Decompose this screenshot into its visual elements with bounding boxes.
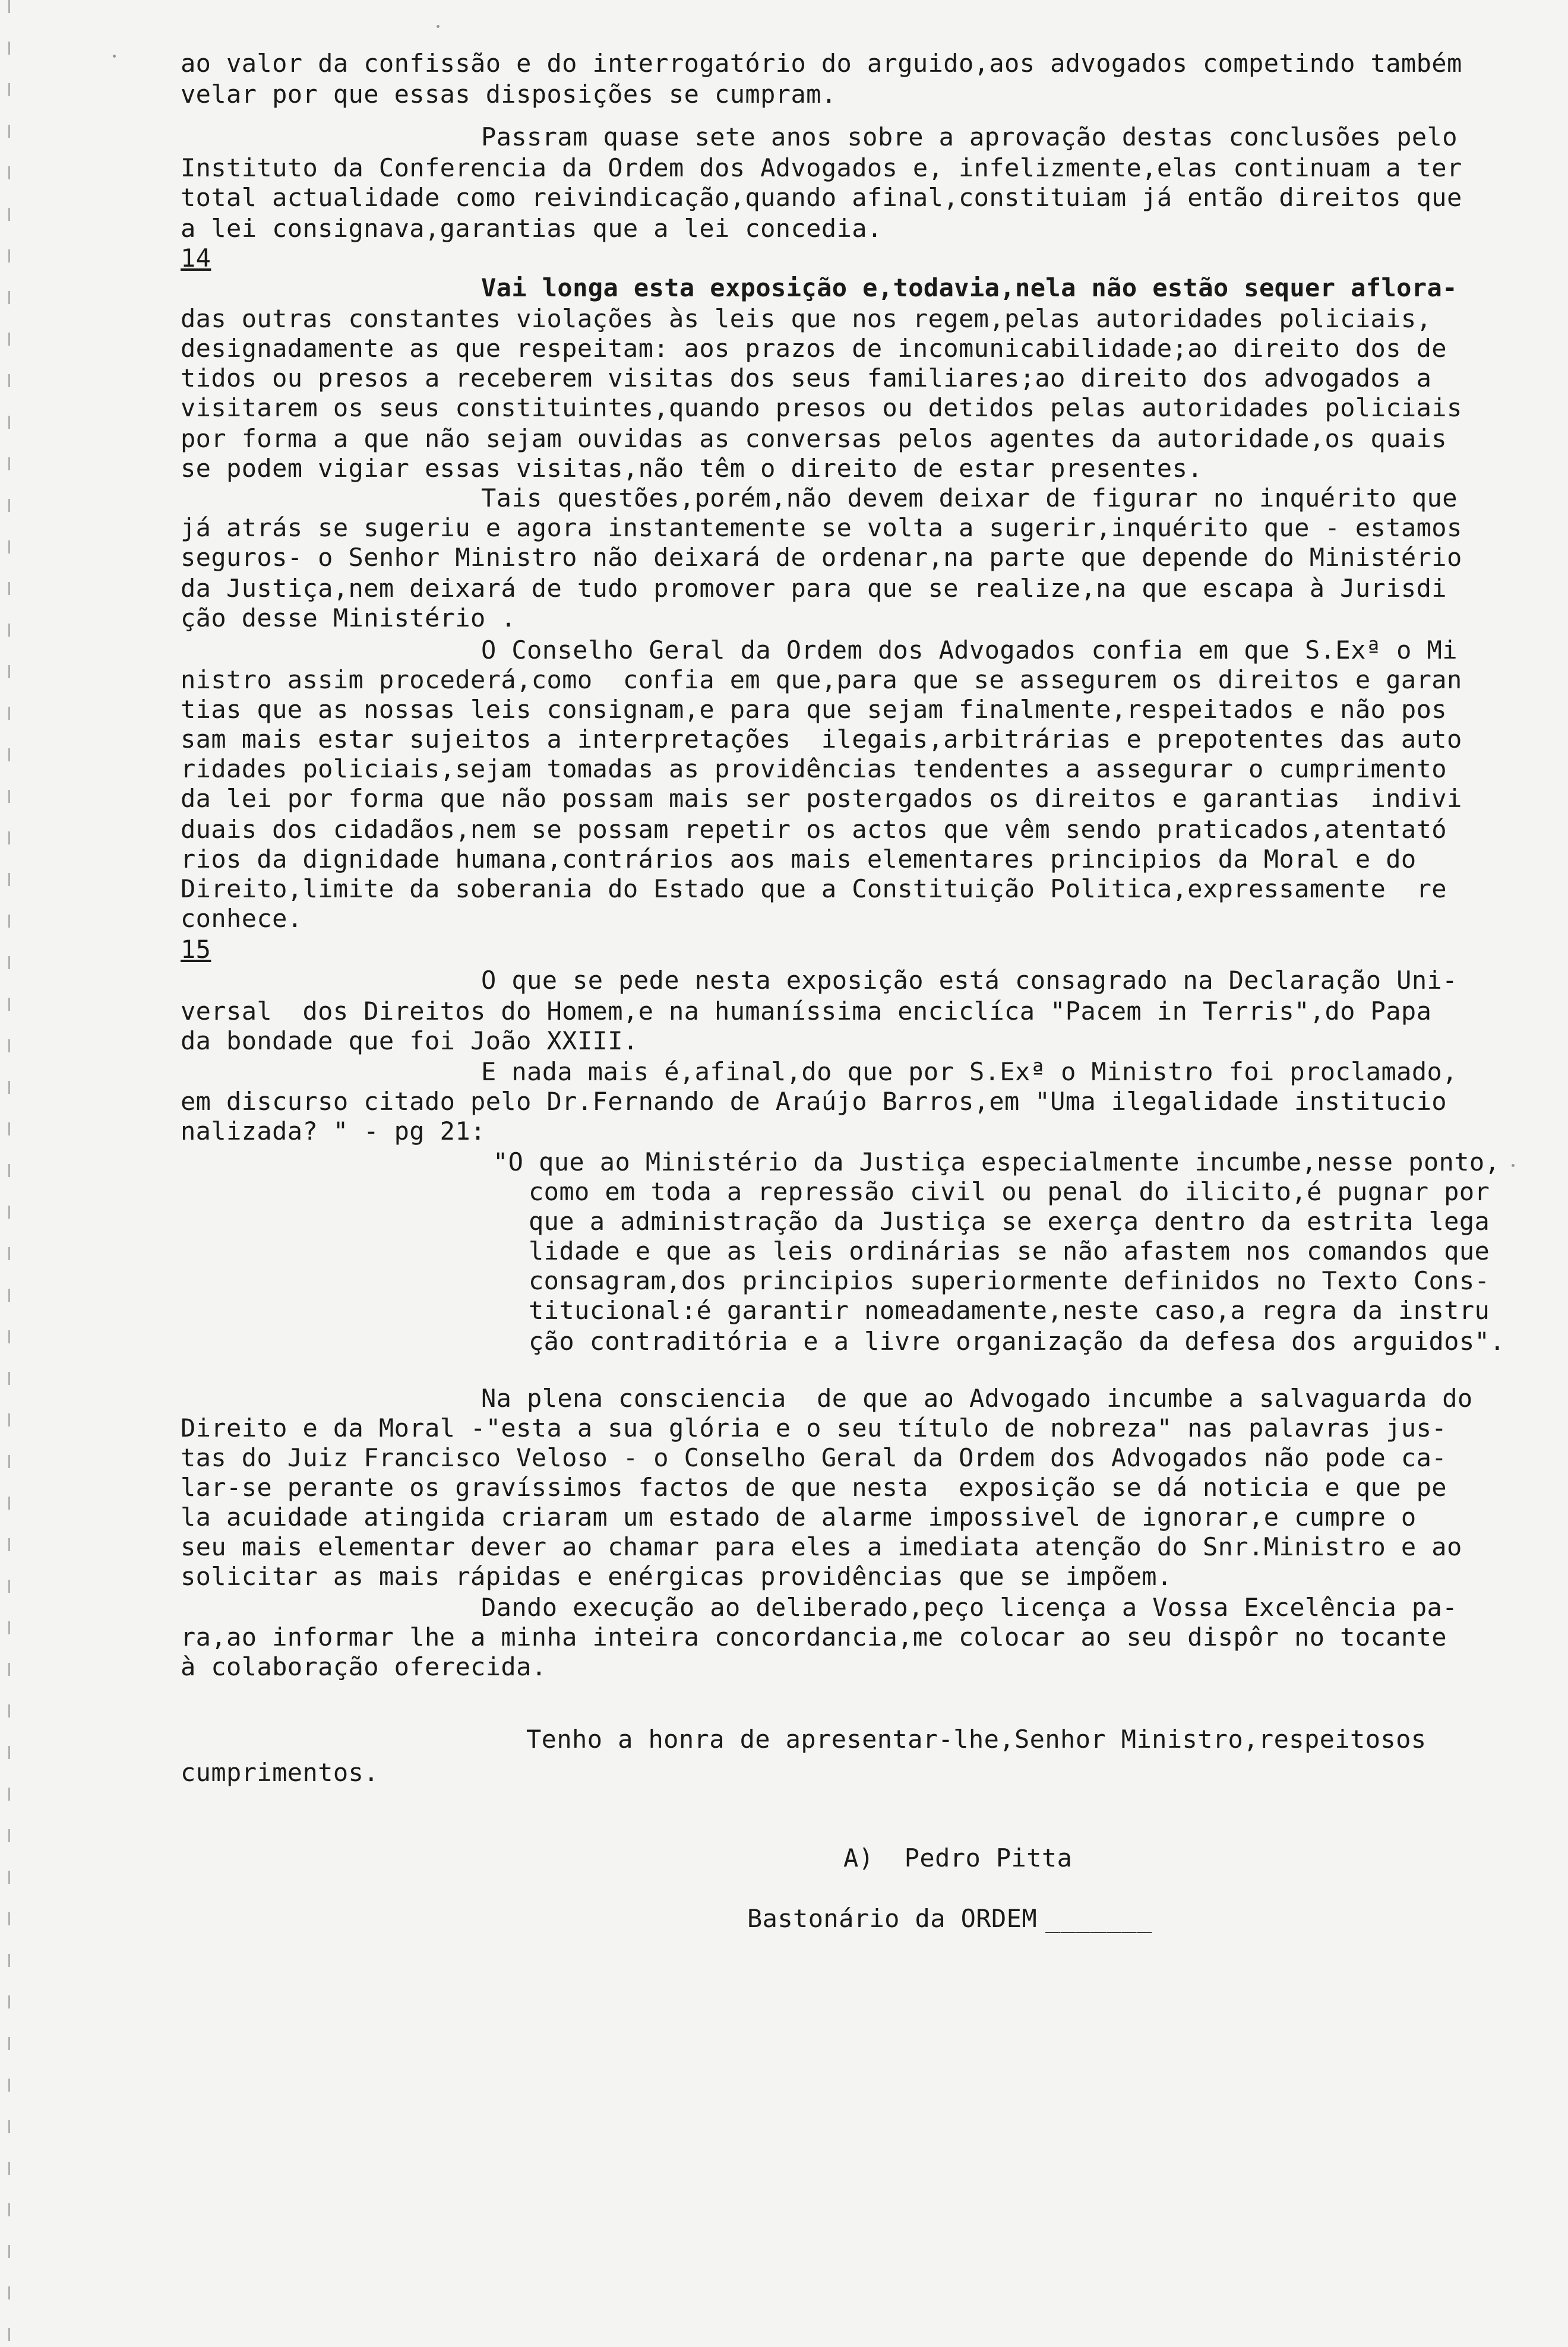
text-line: conhece. bbox=[181, 904, 303, 933]
text-line: da Justiça,nem deixará de tudo promover para que se realize,na que escapa à Jurisdi bbox=[181, 574, 1447, 603]
text-line: em discurso citado pelo Dr.Fernando de Araújo Barros,em "Uma ilegalidade institucio bbox=[181, 1087, 1447, 1116]
text-line: Direito,limite da soberania do Estado que a Constituição Politica,expressamente re bbox=[181, 874, 1447, 903]
text-line: tas do Juiz Francisco Veloso - o Conselho Geral da Ordem dos Advogados não pode ca- bbox=[181, 1443, 1447, 1472]
text-line: lar-se perante os gravíssimos factos de que nesta exposição se dá noticia e que pe bbox=[181, 1473, 1447, 1502]
speck bbox=[1512, 1164, 1515, 1167]
text-line: a lei consignava,garantias que a lei concedia. bbox=[181, 214, 883, 243]
quote-line: como em toda a repressão civil ou penal do ilicito,é pugnar por bbox=[529, 1177, 1490, 1206]
text-line: ção desse Ministério . bbox=[181, 603, 517, 632]
text-line: la acuidade atingida criaram um estado de alarme impossivel de ignorar,e cumpre o bbox=[181, 1503, 1417, 1532]
text-line: rios da dignidade humana,contrários aos mais elementares principios da Moral e do bbox=[181, 844, 1417, 874]
text-line: Passram quase sete anos sobre a aprovação destas conclusões pelo bbox=[481, 122, 1458, 151]
text-line: nistro assim procederá,como confia em que,para que se assegurem os direitos e garan bbox=[181, 665, 1462, 694]
text-line: Na plena consciencia de que ao Advogado incumbe a salvaguarda do bbox=[481, 1384, 1473, 1413]
text-line: da bondade que foi João XXIII. bbox=[181, 1026, 638, 1055]
text-line: já atrás se sugeriu e agora instantemente se volta a sugerir,inquérito que - estamos bbox=[181, 513, 1462, 542]
quote-line: ção contraditória e a livre organização da defesa dos arguidos". bbox=[529, 1327, 1505, 1356]
speck bbox=[113, 55, 116, 58]
signature-rule: _______ bbox=[1045, 1904, 1152, 1933]
paragraph-number: 15 bbox=[181, 935, 211, 964]
text-line: Dando execução ao deliberado,peço licença a Vossa Excelência pa- bbox=[481, 1593, 1458, 1622]
text-line: Tais questões,porém,não devem deixar de figurar no inquérito que bbox=[481, 483, 1458, 513]
quote-line: lidade e que as leis ordinárias se não afastem nos comandos que bbox=[529, 1236, 1490, 1266]
signature-title: Bastonário da ORDEM bbox=[747, 1904, 1038, 1933]
text-line: Vai longa esta exposição e,todavia,nela não estão sequer aflora- bbox=[481, 273, 1458, 302]
text-line: nalizada? " - pg 21: bbox=[181, 1116, 486, 1146]
text-line: sam mais estar sujeitos a interpretações ilegais,arbitrárias e prepotentes das auto bbox=[181, 725, 1462, 754]
text-line: das outras constantes violações às leis que nos regem,pelas autoridades policiais, bbox=[181, 304, 1432, 333]
text-line: versal dos Direitos do Homem,e na humaníssima enciclíca "Pacem in Terris",do Papa bbox=[181, 997, 1432, 1026]
paragraph-number: 14 bbox=[181, 243, 211, 273]
quote-line: "O que ao Ministério da Justiça especialmente incumbe,nesse ponto, bbox=[493, 1147, 1500, 1176]
signature-name: A) Pedro Pitta bbox=[843, 1843, 1073, 1872]
quote-line: titucional:é garantir nomeadamente,neste caso,a regra da instru bbox=[529, 1296, 1490, 1325]
text-line: O que se pede nesta exposição está consagrado na Declaração Uni- bbox=[481, 966, 1458, 995]
text-line: Instituto da Conferencia da Ordem dos Advogados e, infelizmente,elas continuam a ter bbox=[181, 153, 1462, 182]
text-line: duais dos cidadãos,nem se possam repetir os actos que vêm sendo praticados,atentató bbox=[181, 815, 1447, 844]
text-line: Direito e da Moral -"esta a sua glória e o seu título de nobreza" nas palavras jus- bbox=[181, 1413, 1447, 1443]
text-line: por forma a que não sejam ouvidas as conversas pelos agentes da autoridade,os quais bbox=[181, 424, 1447, 453]
text-line: tias que as nossas leis consignam,e para que sejam finalmente,respeitados e não pos bbox=[181, 695, 1447, 724]
text-line: tidos ou presos a receberem visitas dos seus familiares;ao direito dos advogados a bbox=[181, 363, 1432, 393]
text-line: total actualidade como reivindicação,quando afinal,constituiam já então direitos que bbox=[181, 183, 1462, 212]
quote-line: que a administração da Justiça se exerça dentro da estrita lega bbox=[529, 1207, 1490, 1236]
text-line: da lei por forma que não possam mais ser postergados os direitos e garantias indivi bbox=[181, 784, 1462, 813]
closing-line: cumprimentos. bbox=[181, 1758, 379, 1787]
text-line: designadamente as que respeitam: aos prazos de incomunicabilidade;ao direito dos de bbox=[181, 334, 1447, 363]
text-line: seu mais elementar dever ao chamar para eles a imediata atenção do Snr.Ministro e ao bbox=[181, 1532, 1462, 1561]
text-line: à colaboração oferecida. bbox=[181, 1652, 547, 1681]
text-line: se podem vigiar essas visitas,não têm o direito de estar presentes. bbox=[181, 454, 1203, 483]
binder-hole-marks bbox=[8, 0, 10, 2347]
text-line: ao valor da confissão e do interrogatório do arguido,aos advogados competindo também bbox=[181, 49, 1462, 78]
text-line: seguros- o Senhor Ministro não deixará de ordenar,na parte que depende do Ministério bbox=[181, 543, 1462, 572]
text-line: visitarem os seus constituintes,quando presos ou detidos pelas autoridades policiais bbox=[181, 393, 1462, 422]
text-line: ra,ao informar lhe a minha inteira concordancia,me colocar ao seu dispôr no tocante bbox=[181, 1622, 1447, 1652]
speck bbox=[437, 25, 440, 28]
text-line: ridades policiais,sejam tomadas as providências tendentes a assegurar o cumprimento bbox=[181, 754, 1447, 783]
text-line: O Conselho Geral da Ordem dos Advogados confia em que S.Exª o Mi bbox=[481, 635, 1458, 665]
text-line: E nada mais é,afinal,do que por S.Exª o Ministro foi proclamado, bbox=[481, 1057, 1458, 1086]
closing-line: Tenho a honra de apresentar-lhe,Senhor Ministro,respeitosos bbox=[526, 1725, 1427, 1754]
text-line: solicitar as mais rápidas e enérgicas providências que se impõem. bbox=[181, 1562, 1172, 1591]
quote-line: consagram,dos principios superiormente definidos no Texto Cons- bbox=[529, 1266, 1490, 1295]
text-line: velar por que essas disposições se cumpram. bbox=[181, 80, 837, 109]
